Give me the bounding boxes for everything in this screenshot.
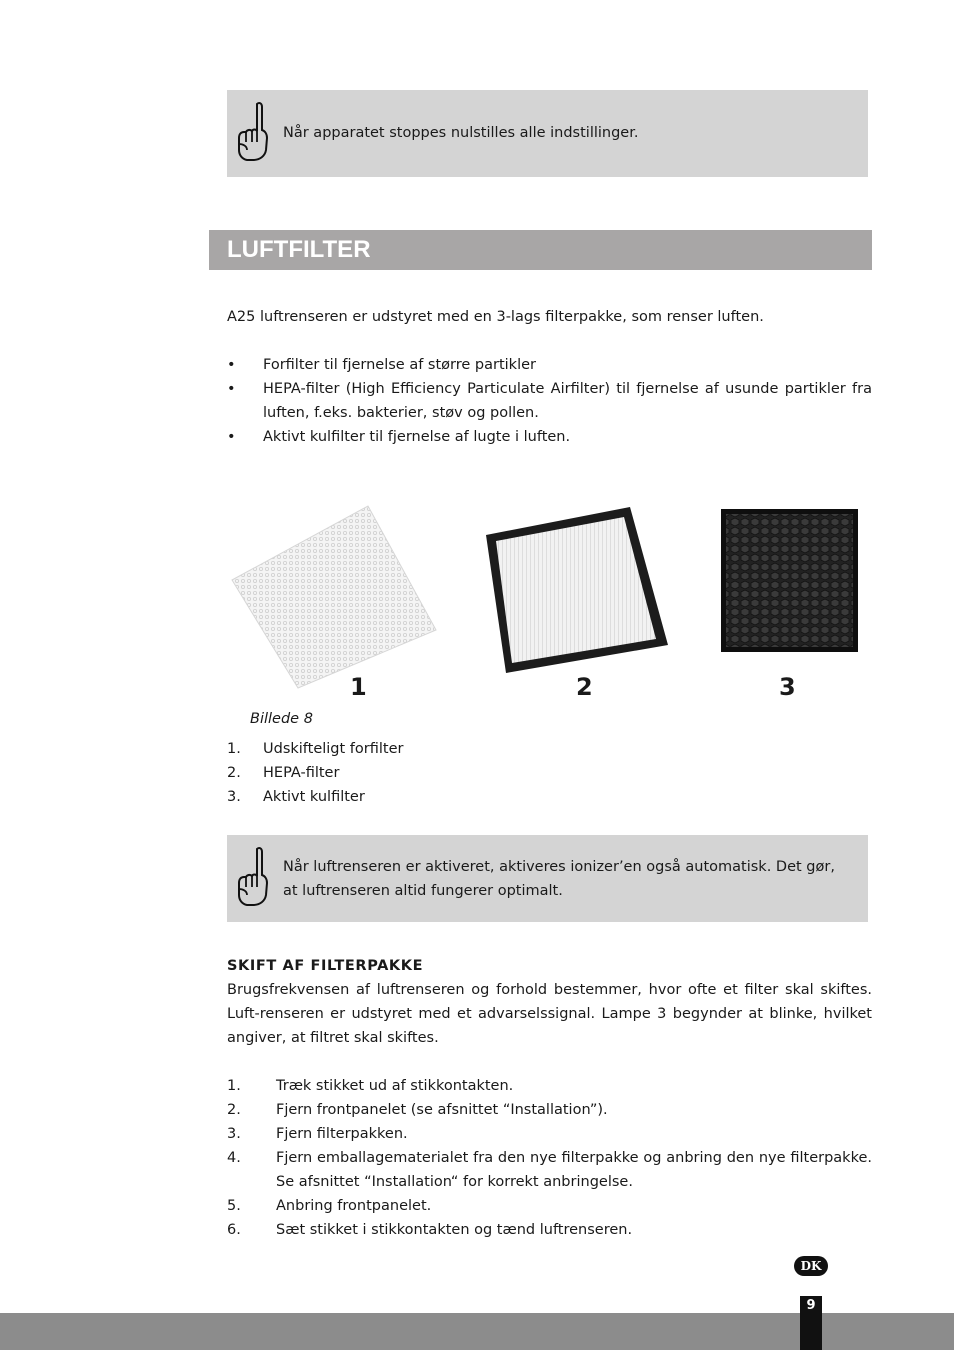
bullet-item bbox=[227, 425, 872, 449]
step-number: 2. bbox=[227, 1102, 241, 1118]
step-item bbox=[227, 1098, 872, 1122]
figure-number-1: 1 bbox=[350, 673, 367, 701]
bullet-text: HEPA-filter (High Efficiency Particulate Airfilter) til fjernelse af usunde partikler fra luften, f.eks. bakterier, støv og pollen. bbox=[263, 381, 872, 421]
figure-number-3: 3 bbox=[779, 673, 796, 701]
figure-list-item bbox=[227, 761, 872, 785]
bullet-marker: • bbox=[227, 381, 236, 397]
list-text: Aktivt kulfilter bbox=[263, 789, 365, 805]
figure-caption: Billede 8 bbox=[250, 711, 313, 727]
carbon-filter-image bbox=[720, 508, 860, 654]
filter-change-paragraph: Brugsfrekvensen af luftrenseren og forhold bestemmer, hvor ofte et filter skal skiftes. Luft-renseren er udstyret med et advarselssignal. Lampe 3 begynder at blinke, hvilket angiver, at filtret skal skiftes. bbox=[227, 982, 872, 1046]
pointing-hand-icon bbox=[235, 100, 269, 162]
list-marker: 3. bbox=[227, 789, 241, 805]
step-text: Træk stikket ud af stikkontakten. bbox=[276, 1078, 514, 1094]
figure-list-item bbox=[227, 737, 872, 761]
bullet-marker: • bbox=[227, 429, 236, 445]
bullet-item bbox=[227, 377, 872, 425]
subsection-heading: SKIFT AF FILTERPAKKE bbox=[227, 958, 424, 974]
list-text: Udskifteligt forfilter bbox=[263, 741, 404, 757]
list-marker: 1. bbox=[227, 741, 241, 757]
bullet-text: Forfilter til fjernelse af større partikler bbox=[263, 357, 536, 373]
bullet-item bbox=[227, 353, 872, 377]
intro-paragraph: A25 luftrenseren er udstyret med en 3-lags filterpakke, som renser luften. bbox=[227, 309, 764, 325]
step-number: 6. bbox=[227, 1222, 241, 1238]
pointing-hand-icon bbox=[235, 845, 269, 907]
step-number: 1. bbox=[227, 1078, 241, 1094]
step-item bbox=[227, 1218, 872, 1242]
step-text: Sæt stikket i stikkontakten og tænd luftrenseren. bbox=[276, 1222, 633, 1238]
step-text: Fjern filterpakken. bbox=[276, 1126, 408, 1142]
step-number: 4. bbox=[227, 1150, 241, 1166]
step-item bbox=[227, 1074, 872, 1098]
step-number: 5. bbox=[227, 1198, 241, 1214]
step-number: 3. bbox=[227, 1126, 241, 1142]
list-marker: 2. bbox=[227, 765, 241, 781]
section-title: LUFTFILTER bbox=[227, 236, 371, 263]
bullet-marker: • bbox=[227, 357, 236, 373]
step-item bbox=[227, 1122, 872, 1146]
language-badge: DK bbox=[794, 1256, 828, 1276]
section-header-bar bbox=[209, 230, 872, 270]
note-box-top bbox=[227, 90, 868, 177]
bullet-text: Aktivt kulfilter til fjernelse af lugte i luften. bbox=[263, 429, 571, 445]
figure-list-item bbox=[227, 785, 872, 809]
hepa-filter-image bbox=[482, 505, 672, 677]
step-item bbox=[227, 1146, 872, 1194]
note-box-ionizer bbox=[227, 835, 868, 922]
page-number: 9 bbox=[800, 1296, 822, 1350]
step-text: Anbring frontpanelet. bbox=[276, 1198, 432, 1214]
step-text: Fjern emballagematerialet fra den nye filterpakke og anbring den nye filterpakke. Se afsnittet “Installation“ for korrekt anbringelse. bbox=[276, 1150, 872, 1190]
step-text: Fjern frontpanelet (se afsnittet “Installation”). bbox=[276, 1102, 608, 1118]
figure-number-2: 2 bbox=[576, 673, 593, 701]
note-text: Når apparatet stoppes nulstilles alle indstillinger. bbox=[283, 125, 639, 141]
note-text: Når luftrenseren er aktiveret, aktiveres ionizer’en også automatisk. Det gør, at luftrenseren altid fungerer optimalt. bbox=[283, 859, 835, 899]
step-item bbox=[227, 1194, 872, 1218]
pre-filter-image bbox=[228, 500, 440, 690]
list-text: HEPA-filter bbox=[263, 765, 340, 781]
